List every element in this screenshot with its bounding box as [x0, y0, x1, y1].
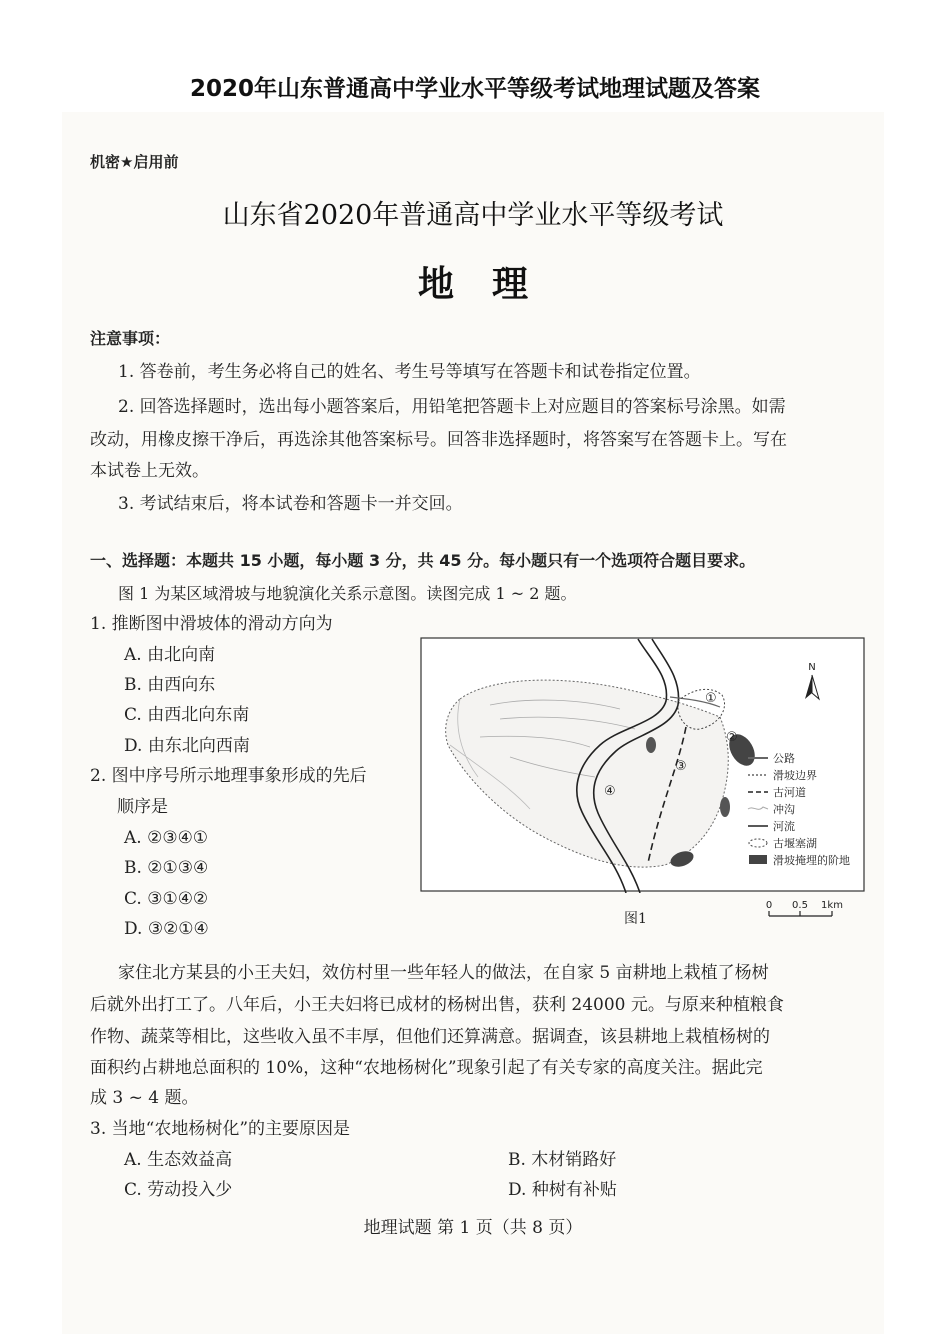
- figure-caption: 图1: [624, 911, 647, 927]
- notice-line: 3. 考试结束后，将本试卷和答题卡一并交回。: [118, 494, 463, 514]
- legend-label: 冲沟: [773, 803, 795, 816]
- passage-line: 作物、蔬菜等相比，这些收入虽不丰厚，但他们还算满意。据调查，该县耕地上栽植杨树的: [90, 1027, 770, 1047]
- marker-3: ③: [675, 759, 687, 774]
- legend-label: 滑坡掩埋的阶地: [773, 854, 850, 867]
- question-1-option: D. 由东北向西南: [124, 736, 250, 756]
- question-3-option: C. 劳动投入少: [124, 1180, 233, 1200]
- scale-bar: [742, 894, 852, 926]
- scale-label: 1km: [821, 900, 843, 911]
- scale-label: 0.5: [792, 900, 808, 911]
- passage-line: 面积约占耕地总面积的 10%，这种“农地杨树化”现象引起了有关专家的高度关注。据此完: [90, 1058, 763, 1078]
- marker-4: ④: [604, 784, 616, 799]
- marker-1: ①: [705, 691, 717, 706]
- notice-line: 改动，用橡皮擦干净后，再选涂其他答案标号。回答非选择题时，将答案写在答题卡上。写在: [90, 430, 787, 450]
- passage-line: 家住北方某县的小王夫妇，效仿村里一些年轻人的做法，在自家 5 亩耕地上栽植了杨树: [118, 963, 769, 983]
- legend-label: 滑坡边界: [773, 769, 817, 782]
- question-2-option: A. ②③④①: [124, 828, 209, 848]
- question-3-option: A. 生态效益高: [124, 1150, 233, 1170]
- buried-terrace: [720, 797, 730, 817]
- question-2-option: C. ③①④②: [124, 889, 209, 909]
- question-3-stem: 3. 当地“农地杨树化”的主要原因是: [90, 1119, 351, 1139]
- legend-swatch-buried-terrace: [749, 855, 767, 864]
- notice-line: 1. 答卷前，考生务必将自己的姓名、考生号等填写在答题卡和试卷指定位置。: [118, 362, 701, 382]
- question-3-option: B. 木材销路好: [508, 1150, 617, 1170]
- question-1-option: A. 由北向南: [124, 645, 216, 665]
- exam-page-scan: [62, 112, 884, 1334]
- question-2-option: B. ②①③④: [124, 858, 209, 878]
- section-heading: 一、选择题：本题共 15 小题，每小题 3 分，共 45 分。每小题只有一个选项符合题目要求。: [90, 551, 756, 570]
- legend-label: 古堰塞湖: [773, 837, 817, 850]
- question-2-option: D. ③②①④: [124, 919, 209, 939]
- page-footer: 地理试题 第 1 页（共 8 页）: [363, 1218, 583, 1238]
- question-1-stem: 1. 推断图中滑坡体的滑动方向为: [90, 614, 333, 634]
- passage-line: 成 3 ~ 4 题。: [90, 1088, 199, 1108]
- north-label: N: [808, 662, 816, 673]
- figure-1-map: [420, 637, 866, 893]
- exam-title: 山东省2020年普通高中学业水平等级考试: [222, 200, 724, 231]
- legend-label: 公路: [773, 752, 795, 765]
- secret-label: 机密★启用前: [90, 153, 179, 171]
- buried-terrace: [646, 737, 656, 753]
- question-2-stem: 顺序是: [117, 797, 168, 817]
- notice-line: 2. 回答选择题时，选出每小题答案后，用铅笔把答题卡上对应题目的答案标号涂黑。如需: [118, 397, 786, 417]
- question-1-option: B. 由西向东: [124, 675, 216, 695]
- legend-label: 古河道: [773, 786, 806, 799]
- section-intro: 图 1 为某区域滑坡与地貌演化关系示意图。读图完成 1 ~ 2 题。: [118, 584, 577, 603]
- legend-label: 河流: [773, 820, 795, 833]
- marker-2: ②: [726, 730, 738, 745]
- document-title: 2020年山东普通高中学业水平等级考试地理试题及答案: [189, 76, 760, 102]
- passage-line: 后就外出打工了。八年后，小王夫妇将已成材的杨树出售，获利 24000 元。与原来种植粮食: [90, 995, 784, 1015]
- question-3-option: D. 种树有补贴: [508, 1180, 617, 1200]
- question-1-option: C. 由西北向东南: [124, 705, 250, 725]
- question-2-stem: 2. 图中序号所示地理事象形成的先后: [90, 766, 367, 786]
- scale-label: 0: [765, 900, 773, 911]
- notice-line: 本试卷上无效。: [90, 461, 209, 481]
- notice-heading: 注意事项：: [90, 329, 171, 348]
- subject-title: 地理: [417, 264, 566, 305]
